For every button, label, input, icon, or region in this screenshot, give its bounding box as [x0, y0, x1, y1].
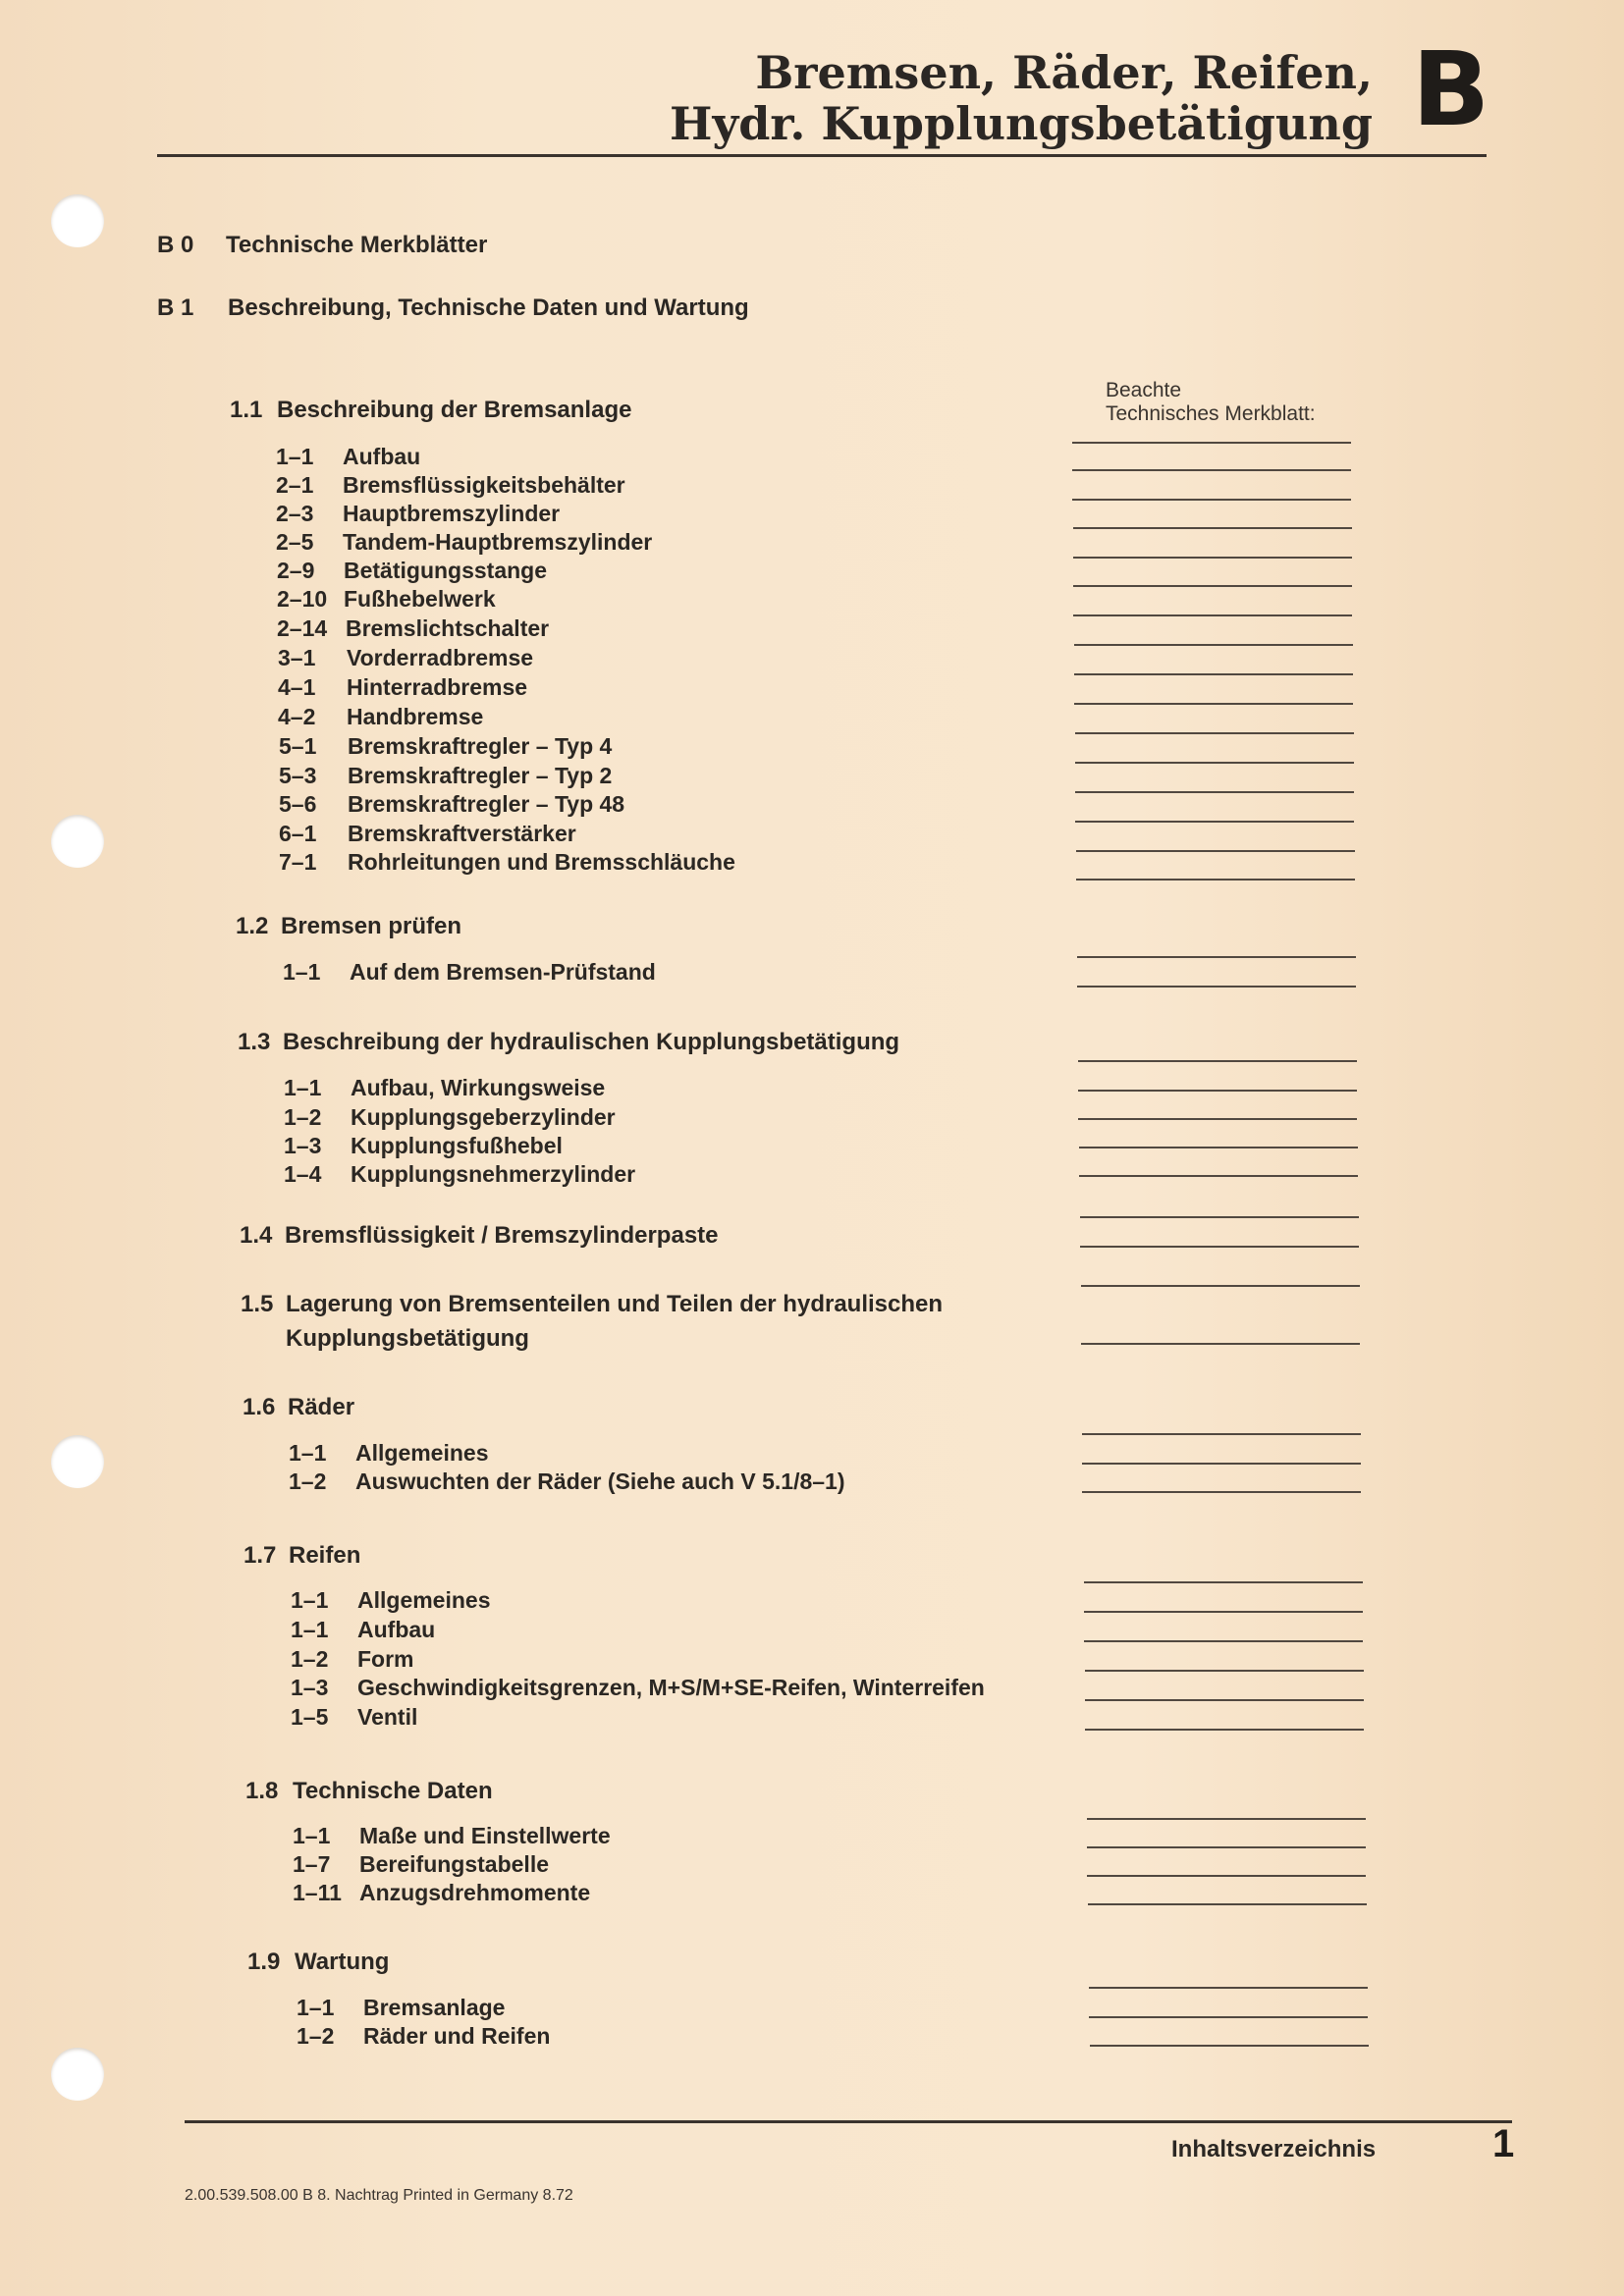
- toc-item: [276, 529, 652, 556]
- toc-item: [278, 674, 527, 701]
- note-line: [1073, 527, 1352, 529]
- toc-code: 1–2: [297, 2023, 335, 2049]
- toc-item: [293, 1823, 611, 1849]
- note-line: [1087, 1846, 1366, 1848]
- toc-item: [279, 733, 612, 760]
- note-heading: [1106, 379, 1316, 426]
- toc-section-1-1: [230, 397, 631, 424]
- toc-code: 1–3: [284, 1133, 322, 1158]
- toc-label: Hinterradbremse: [347, 674, 528, 700]
- note-line: [1082, 1491, 1361, 1493]
- toc-code: 4–2: [278, 704, 316, 729]
- footer-rule: [185, 2120, 1512, 2123]
- toc-label: Vorderradbremse: [347, 645, 534, 670]
- note-line: [1079, 1147, 1358, 1148]
- toc-item: [278, 645, 533, 671]
- note-line: [1075, 821, 1354, 823]
- toc-code: 2–1: [276, 472, 314, 498]
- toc-label: Bremsen prüfen: [281, 913, 462, 939]
- toc-label: Bremsflüssigkeitsbehälter: [343, 472, 625, 498]
- note-line: [1080, 1246, 1359, 1248]
- toc-item: [293, 1880, 590, 1906]
- toc-entry-b1: [157, 294, 749, 322]
- header-rule: [157, 154, 1487, 157]
- note-line: [1078, 1090, 1357, 1092]
- toc-label: Kupplungsgeberzylinder: [351, 1104, 616, 1130]
- toc-label: Betätigungsstange: [344, 558, 548, 583]
- toc-code: 1–7: [293, 1851, 331, 1877]
- toc-item: [277, 558, 547, 584]
- toc-label: Wartung: [295, 1949, 390, 1975]
- toc-item: [291, 1675, 985, 1701]
- note-line: [1080, 1216, 1359, 1218]
- toc-code: 2–10: [277, 586, 328, 612]
- toc-label: Hauptbremszylinder: [343, 501, 561, 526]
- toc-label: Beschreibung, Technische Daten und Wartung: [228, 294, 749, 321]
- toc-label: Bremsanlage: [363, 1995, 506, 2020]
- note-line: [1084, 1611, 1363, 1613]
- note-line: [1078, 1060, 1357, 1062]
- toc-code: 2–5: [276, 529, 314, 555]
- toc-label: Bereifungstabelle: [359, 1851, 549, 1877]
- toc-item: [279, 763, 612, 789]
- toc-code: 1–2: [284, 1104, 322, 1130]
- toc-item: [291, 1704, 417, 1731]
- toc-item: [278, 704, 483, 730]
- toc-item: [297, 1995, 505, 2021]
- toc-item: [289, 1440, 489, 1467]
- toc-section-1-2: [236, 913, 461, 940]
- toc-label: Bremskraftregler – Typ 2: [348, 763, 613, 788]
- toc-code: B 0: [157, 232, 194, 258]
- toc-label: Beschreibung der Bremsanlage: [277, 397, 632, 423]
- toc-code: 1.9: [247, 1949, 281, 1975]
- note-line: [1085, 1729, 1364, 1731]
- toc-item: [284, 1075, 605, 1101]
- toc-code: 2–14: [277, 615, 328, 641]
- note-line: [1073, 614, 1352, 616]
- toc-code: 1.7: [244, 1542, 277, 1569]
- note-line: [1075, 791, 1354, 793]
- toc-item: [279, 821, 576, 847]
- toc-item: [291, 1617, 435, 1643]
- note-line: [1073, 585, 1352, 587]
- toc-code: 1–1: [291, 1617, 329, 1642]
- toc-code: 1–1: [283, 959, 321, 985]
- toc-item: [284, 1161, 635, 1188]
- toc-label: Rohrleitungen und Bremsschläuche: [348, 849, 735, 875]
- toc-section-1-3: [238, 1029, 899, 1056]
- toc-code: 2–9: [277, 558, 315, 583]
- toc-section-1-6: [243, 1394, 354, 1421]
- note-line: [1074, 673, 1353, 675]
- note-line: [1085, 1699, 1364, 1701]
- toc-label: Fußhebelwerk: [344, 586, 496, 612]
- note-line: [1076, 850, 1355, 852]
- toc-code: 1–1: [293, 1823, 331, 1848]
- toc-section-1-7: [244, 1542, 360, 1570]
- note-line: [1082, 1433, 1361, 1435]
- toc-code: 1–1: [284, 1075, 322, 1100]
- toc-item: [293, 1851, 549, 1878]
- toc-code: 6–1: [279, 821, 317, 846]
- note-line: [1072, 499, 1351, 501]
- toc-label: Allgemeines: [355, 1440, 489, 1466]
- toc-code: 1–3: [291, 1675, 329, 1700]
- toc-label: Form: [357, 1646, 414, 1672]
- toc-code: 1.5: [241, 1291, 274, 1317]
- toc-item: [277, 586, 496, 613]
- toc-code: 1–1: [291, 1587, 329, 1613]
- note-line: [1076, 879, 1355, 881]
- toc-label: Auswuchten der Räder (Siehe auch V 5.1/8–1): [355, 1468, 845, 1494]
- toc-code: 5–6: [279, 791, 317, 817]
- toc-code: 1.1: [230, 397, 263, 423]
- toc-item: [291, 1587, 491, 1614]
- toc-code: 3–1: [278, 645, 316, 670]
- toc-item: [279, 791, 624, 818]
- note-line-2: Technisches Merkblatt:: [1106, 402, 1316, 425]
- note-line: [1073, 557, 1352, 559]
- note-line: [1074, 644, 1353, 646]
- toc-item: [284, 1104, 616, 1131]
- toc-label: Technische Merkblätter: [226, 232, 488, 258]
- punch-hole: [51, 815, 104, 868]
- section-letter: B: [1412, 29, 1490, 149]
- toc-label: Technische Daten: [293, 1778, 493, 1804]
- toc-section-1-9: [247, 1949, 389, 1976]
- toc-code: 5–1: [279, 733, 317, 759]
- toc-item: [276, 472, 625, 499]
- note-line-1: Beachte: [1106, 379, 1182, 401]
- toc-item: [297, 2023, 550, 2050]
- toc-item: [276, 444, 420, 470]
- note-line: [1082, 1463, 1361, 1465]
- toc-code: 7–1: [279, 849, 317, 875]
- toc-code: 4–1: [278, 674, 316, 700]
- note-line: [1084, 1581, 1363, 1583]
- toc-code: 1–5: [291, 1704, 329, 1730]
- toc-entry-b0: [157, 232, 487, 259]
- toc-code: 1.4: [240, 1222, 273, 1249]
- toc-item: [284, 1133, 563, 1159]
- note-line: [1081, 1343, 1360, 1345]
- page-title: [670, 47, 1373, 149]
- footer-print-info: 2.00.539.508.00 B 8. Nachtrag Printed in Germany 8.72: [185, 2187, 573, 2204]
- toc-code: 1–11: [293, 1880, 342, 1905]
- note-line: [1077, 986, 1356, 988]
- toc-label: Kupplungsnehmerzylinder: [351, 1161, 636, 1187]
- toc-label: Aufbau: [357, 1617, 436, 1642]
- toc-code: 1–2: [291, 1646, 329, 1672]
- note-line: [1078, 1118, 1357, 1120]
- toc-label: Handbremse: [347, 704, 484, 729]
- toc-section-1-8: [245, 1778, 493, 1805]
- toc-item: [283, 959, 656, 986]
- toc-code: 1–1: [297, 1995, 335, 2020]
- toc-label: Auf dem Bremsen-Prüfstand: [350, 959, 656, 985]
- toc-code: 1–2: [289, 1468, 327, 1494]
- punch-hole: [51, 194, 104, 247]
- note-line: [1081, 1285, 1360, 1287]
- toc-label: Allgemeines: [357, 1587, 491, 1613]
- toc-label: Bremskraftverstärker: [348, 821, 576, 846]
- toc-item: [276, 501, 560, 527]
- note-line: [1087, 1875, 1366, 1877]
- footer-doc-title: Inhaltsverzeichnis: [1171, 2136, 1377, 2163]
- punch-hole: [51, 2048, 104, 2101]
- toc-code: 5–3: [279, 763, 317, 788]
- note-line: [1088, 1903, 1367, 1905]
- toc-label: Räder: [288, 1394, 355, 1420]
- page-number: 1: [1492, 2122, 1515, 2165]
- toc-section-1-5-cont: Kupplungsbetätigung: [286, 1325, 529, 1352]
- toc-section-1-5: [241, 1291, 943, 1318]
- toc-code: 1–4: [284, 1161, 322, 1187]
- note-line: [1075, 732, 1354, 734]
- toc-code: B 1: [157, 294, 194, 321]
- title-line-2: Hydr. Kupplungsbetätigung: [670, 97, 1373, 150]
- toc-code: 1.2: [236, 913, 269, 939]
- toc-label: Bremsflüssigkeit / Bremszylinderpaste: [285, 1222, 719, 1249]
- toc-code: 1.8: [245, 1778, 279, 1804]
- note-line: [1090, 2045, 1369, 2047]
- title-line-1: Bremsen, Räder, Reifen,: [755, 46, 1373, 99]
- toc-code: 1–1: [276, 444, 314, 469]
- toc-label: Maße und Einstellwerte: [359, 1823, 611, 1848]
- toc-item: [291, 1646, 414, 1673]
- note-line: [1079, 1175, 1358, 1177]
- toc-item: [279, 849, 735, 876]
- toc-label: Anzugsdrehmomente: [359, 1880, 591, 1905]
- note-line: [1089, 1987, 1368, 1989]
- toc-label: Reifen: [289, 1542, 361, 1569]
- toc-label: Bremslichtschalter: [346, 615, 550, 641]
- toc-label: Bremskraftregler – Typ 4: [348, 733, 613, 759]
- note-line: [1074, 703, 1353, 705]
- toc-label: Kupplungsfußhebel: [351, 1133, 563, 1158]
- note-line: [1077, 956, 1356, 958]
- toc-label: Ventil: [357, 1704, 418, 1730]
- note-line: [1084, 1640, 1363, 1642]
- note-line: [1072, 442, 1351, 444]
- toc-label: Aufbau, Wirkungsweise: [351, 1075, 606, 1100]
- note-line: [1075, 762, 1354, 764]
- toc-item: [289, 1468, 845, 1495]
- toc-label: Beschreibung der hydraulischen Kupplungsbetätigung: [283, 1029, 900, 1055]
- note-line: [1085, 1670, 1364, 1672]
- toc-label: Bremskraftregler – Typ 48: [348, 791, 625, 817]
- punch-hole: [51, 1435, 104, 1488]
- toc-code: 1–1: [289, 1440, 327, 1466]
- toc-code: 1.6: [243, 1394, 276, 1420]
- note-line: [1089, 2016, 1368, 2018]
- toc-label: Geschwindigkeitsgrenzen, M+S/M+SE-Reifen, Winterreifen: [357, 1675, 985, 1700]
- toc-label: Räder und Reifen: [363, 2023, 551, 2049]
- toc-item: [277, 615, 549, 642]
- toc-label: Aufbau: [343, 444, 421, 469]
- toc-code: 1.3: [238, 1029, 271, 1055]
- toc-label: Tandem-Hauptbremszylinder: [343, 529, 653, 555]
- toc-section-1-4: [240, 1222, 719, 1250]
- toc-code: 2–3: [276, 501, 314, 526]
- note-line: [1087, 1818, 1366, 1820]
- toc-label: Lagerung von Bremsenteilen und Teilen der hydraulischen: [286, 1291, 944, 1317]
- note-line: [1072, 469, 1351, 471]
